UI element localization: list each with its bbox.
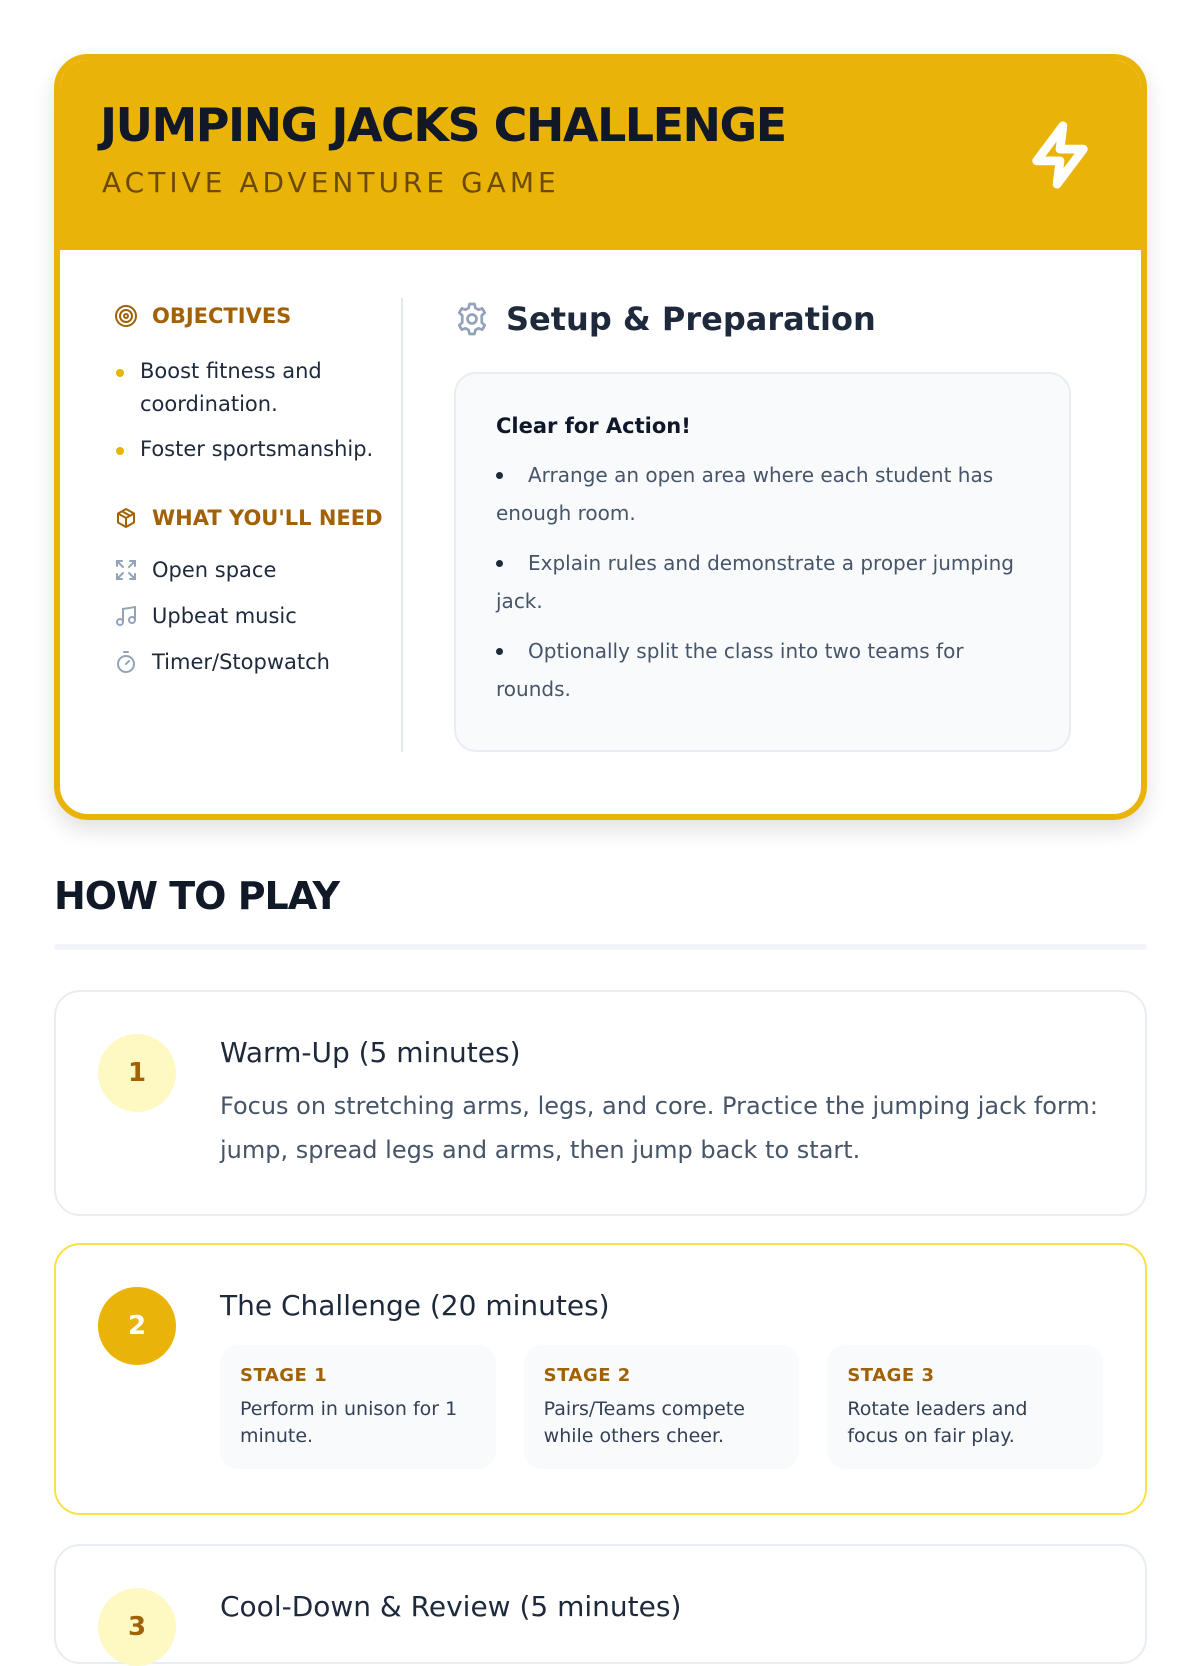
column-divider bbox=[401, 298, 403, 752]
stage-card bbox=[524, 1345, 800, 1469]
stage-label: STAGE 3 bbox=[847, 1365, 935, 1386]
step-title: Cool-Down & Review (5 minutes) bbox=[220, 1590, 682, 1623]
stopwatch-icon bbox=[114, 650, 138, 674]
game-overview-card bbox=[54, 54, 1147, 820]
step-number-badge: 3 bbox=[98, 1588, 176, 1666]
lightning-bolt-icon bbox=[1025, 115, 1095, 195]
step-number-badge: 1 bbox=[98, 1034, 176, 1112]
list-item bbox=[114, 547, 414, 593]
stage-text: Rotate leaders and focus on fair play. bbox=[847, 1398, 1028, 1447]
materials-list bbox=[114, 547, 414, 685]
box-icon bbox=[114, 506, 138, 530]
stage-text: Pairs/Teams compete while others cheer. bbox=[543, 1398, 745, 1447]
setup-instructions-box bbox=[454, 372, 1071, 752]
stage-label: STAGE 1 bbox=[240, 1365, 328, 1386]
section-divider bbox=[54, 944, 1147, 950]
setup-heading bbox=[454, 300, 876, 338]
how-to-play-heading: HOW TO PLAY bbox=[54, 874, 340, 918]
music-note-icon bbox=[114, 604, 138, 628]
expand-icon bbox=[114, 558, 138, 582]
list-item bbox=[114, 639, 414, 685]
step-card bbox=[54, 1544, 1147, 1664]
card-header bbox=[60, 60, 1141, 250]
material-label: Open space bbox=[152, 558, 277, 582]
stage-card bbox=[220, 1345, 496, 1469]
step-card bbox=[54, 990, 1147, 1216]
stage-list bbox=[220, 1345, 1103, 1469]
list-item bbox=[114, 593, 414, 639]
setup-list bbox=[496, 456, 1029, 708]
materials-heading-label: WHAT YOU'LL NEED bbox=[152, 506, 383, 530]
list-item: Foster sportsmanship. bbox=[114, 433, 414, 466]
gear-icon bbox=[454, 301, 490, 337]
material-label: Timer/Stopwatch bbox=[152, 650, 330, 674]
objectives-heading bbox=[114, 300, 414, 333]
step-number-badge: 2 bbox=[98, 1287, 176, 1365]
step-title: The Challenge (20 minutes) bbox=[220, 1289, 610, 1322]
list-item: Explain rules and demonstrate a proper jumping jack. bbox=[496, 544, 1029, 620]
target-icon bbox=[114, 304, 138, 328]
objectives-list bbox=[114, 355, 414, 466]
step-card bbox=[54, 1243, 1147, 1515]
list-item: Arrange an open area where each student has enough room. bbox=[496, 456, 1029, 532]
sidebar-column bbox=[114, 300, 414, 685]
objectives-heading-label: OBJECTIVES bbox=[152, 304, 292, 328]
step-description: Focus on stretching arms, legs, and core. Practice the jumping jack form: jump, spread legs and arms, then jump back to start. bbox=[220, 1092, 1098, 1164]
step-title: Warm-Up (5 minutes) bbox=[220, 1036, 521, 1069]
game-title: JUMPING JACKS CHALLENGE bbox=[100, 98, 786, 152]
stage-text: Perform in unison for 1 minute. bbox=[240, 1398, 458, 1447]
list-item: Boost fitness and coordination. bbox=[114, 355, 414, 421]
material-label: Upbeat music bbox=[152, 604, 297, 628]
materials-heading bbox=[114, 502, 414, 535]
stage-label: STAGE 2 bbox=[543, 1365, 631, 1386]
setup-box-heading: Clear for Action! bbox=[496, 414, 691, 438]
setup-heading-label: Setup & Preparation bbox=[506, 300, 876, 338]
stage-card bbox=[827, 1345, 1103, 1469]
list-item: Optionally split the class into two teams for rounds. bbox=[496, 632, 1029, 708]
game-subtitle: ACTIVE ADVENTURE GAME bbox=[102, 166, 560, 199]
